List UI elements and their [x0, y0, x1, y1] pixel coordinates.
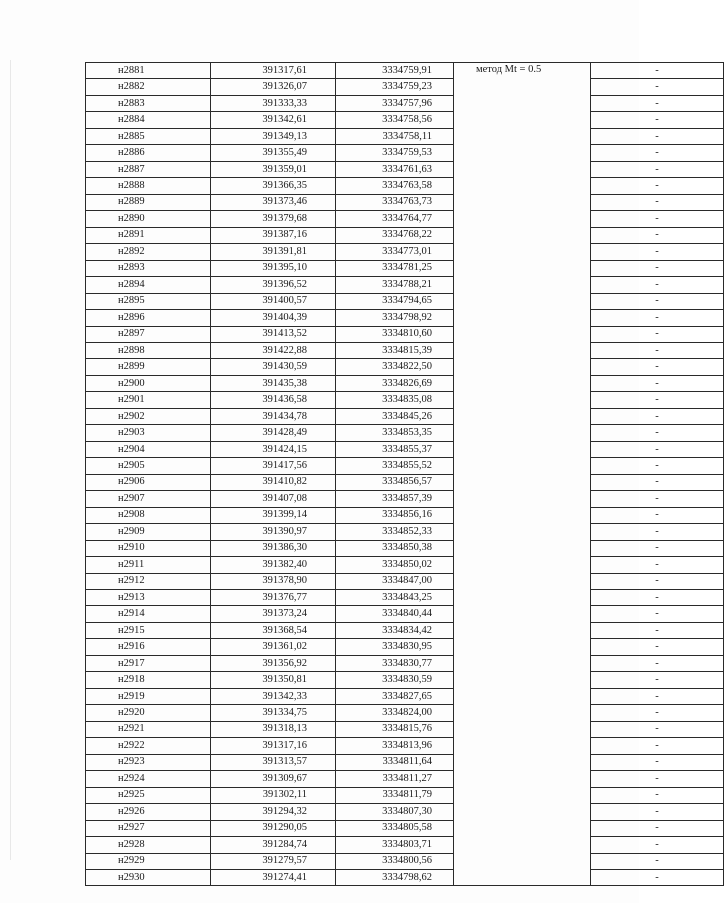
table-row: [86, 260, 724, 276]
table-row: [86, 622, 724, 638]
y-coordinate-cell: 3334761,63: [336, 161, 454, 177]
y-coordinate-cell: 3334763,58: [336, 178, 454, 194]
x-coordinate-cell: 391390,97: [211, 524, 336, 540]
table-row: [86, 837, 724, 853]
point-name-cell: н2898: [86, 342, 211, 358]
y-coordinate-cell: 3334763,73: [336, 194, 454, 210]
dash-cell: -: [591, 342, 724, 358]
dash-cell: -: [591, 95, 724, 111]
table-row: [86, 524, 724, 540]
table-row: [86, 194, 724, 210]
table-row: [86, 293, 724, 309]
x-coordinate-cell: 391350,81: [211, 672, 336, 688]
point-name-cell: н2900: [86, 375, 211, 391]
point-name-cell: н2916: [86, 639, 211, 655]
point-name-cell: н2928: [86, 837, 211, 853]
x-coordinate-cell: 391373,24: [211, 606, 336, 622]
y-coordinate-cell: 3334758,56: [336, 112, 454, 128]
x-coordinate-cell: 391417,56: [211, 458, 336, 474]
dash-cell: -: [591, 375, 724, 391]
x-coordinate-cell: 391410,82: [211, 474, 336, 490]
point-name-cell: н2895: [86, 293, 211, 309]
point-name-cell: н2884: [86, 112, 211, 128]
y-coordinate-cell: 3334852,33: [336, 524, 454, 540]
point-name-cell: н2896: [86, 310, 211, 326]
x-coordinate-cell: 391302,11: [211, 787, 336, 803]
x-coordinate-cell: 391279,57: [211, 853, 336, 869]
dash-cell: -: [591, 145, 724, 161]
dash-cell: -: [591, 408, 724, 424]
x-coordinate-cell: 391317,61: [211, 63, 336, 79]
point-name-cell: н2929: [86, 853, 211, 869]
x-coordinate-cell: 391395,10: [211, 260, 336, 276]
table-row: [86, 63, 724, 79]
point-name-cell: н2902: [86, 408, 211, 424]
y-coordinate-cell: 3334759,53: [336, 145, 454, 161]
table-row: [86, 277, 724, 293]
y-coordinate-cell: 3334798,62: [336, 869, 454, 885]
y-coordinate-cell: 3334768,22: [336, 227, 454, 243]
x-coordinate-cell: 391379,68: [211, 211, 336, 227]
point-name-cell: н2923: [86, 754, 211, 770]
y-coordinate-cell: 3334803,71: [336, 837, 454, 853]
point-name-cell: н2905: [86, 458, 211, 474]
x-coordinate-cell: 391387,16: [211, 227, 336, 243]
y-coordinate-cell: 3334830,59: [336, 672, 454, 688]
y-coordinate-cell: 3334759,23: [336, 79, 454, 95]
x-coordinate-cell: 391376,77: [211, 590, 336, 606]
table-row: [86, 342, 724, 358]
table-row: [86, 441, 724, 457]
point-name-cell: н2930: [86, 869, 211, 885]
point-name-cell: н2911: [86, 557, 211, 573]
table-row: [86, 79, 724, 95]
table-row: [86, 95, 724, 111]
x-coordinate-cell: 391396,52: [211, 277, 336, 293]
dash-cell: -: [591, 194, 724, 210]
dash-cell: -: [591, 425, 724, 441]
table-row: [86, 326, 724, 342]
y-coordinate-cell: 3334855,37: [336, 441, 454, 457]
x-coordinate-cell: 391294,32: [211, 804, 336, 820]
dash-cell: -: [591, 622, 724, 638]
y-coordinate-cell: 3334788,21: [336, 277, 454, 293]
table-row: [86, 606, 724, 622]
point-name-cell: н2919: [86, 688, 211, 704]
y-coordinate-cell: 3334850,02: [336, 557, 454, 573]
dash-cell: -: [591, 524, 724, 540]
dash-cell: -: [591, 573, 724, 589]
point-name-cell: н2897: [86, 326, 211, 342]
dash-cell: -: [591, 787, 724, 803]
table-row: [86, 804, 724, 820]
x-coordinate-cell: 391361,02: [211, 639, 336, 655]
table-row: [86, 721, 724, 737]
table-row: [86, 672, 724, 688]
dash-cell: -: [591, 244, 724, 260]
dash-cell: -: [591, 441, 724, 457]
y-coordinate-cell: 3334843,25: [336, 590, 454, 606]
coordinates-table: [85, 62, 724, 886]
point-name-cell: н2906: [86, 474, 211, 490]
y-coordinate-cell: 3334764,77: [336, 211, 454, 227]
point-name-cell: н2892: [86, 244, 211, 260]
y-coordinate-cell: 3334758,11: [336, 128, 454, 144]
table-row: [86, 869, 724, 885]
dash-cell: -: [591, 655, 724, 671]
y-coordinate-cell: 3334853,35: [336, 425, 454, 441]
point-name-cell: н2922: [86, 738, 211, 754]
x-coordinate-cell: 391435,38: [211, 375, 336, 391]
point-name-cell: н2915: [86, 622, 211, 638]
dash-cell: -: [591, 540, 724, 556]
point-name-cell: н2887: [86, 161, 211, 177]
point-name-cell: н2914: [86, 606, 211, 622]
point-name-cell: н2886: [86, 145, 211, 161]
x-coordinate-cell: 391334,75: [211, 705, 336, 721]
table-row: [86, 408, 724, 424]
point-name-cell: н2920: [86, 705, 211, 721]
dash-cell: -: [591, 491, 724, 507]
x-coordinate-cell: 391434,78: [211, 408, 336, 424]
point-name-cell: н2883: [86, 95, 211, 111]
y-coordinate-cell: 3334773,01: [336, 244, 454, 260]
y-coordinate-cell: 3334815,39: [336, 342, 454, 358]
point-name-cell: н2918: [86, 672, 211, 688]
table-row: [86, 771, 724, 787]
y-coordinate-cell: 3334811,79: [336, 787, 454, 803]
point-name-cell: н2882: [86, 79, 211, 95]
y-coordinate-cell: 3334845,26: [336, 408, 454, 424]
dash-cell: -: [591, 211, 724, 227]
table-row: [86, 820, 724, 836]
y-coordinate-cell: 3334857,39: [336, 491, 454, 507]
dash-cell: -: [591, 869, 724, 885]
table-row: [86, 639, 724, 655]
y-coordinate-cell: 3334830,95: [336, 639, 454, 655]
point-name-cell: н2893: [86, 260, 211, 276]
dash-cell: -: [591, 804, 724, 820]
y-coordinate-cell: 3334856,57: [336, 474, 454, 490]
y-coordinate-cell: 3334855,52: [336, 458, 454, 474]
dash-cell: -: [591, 326, 724, 342]
x-coordinate-cell: 391349,13: [211, 128, 336, 144]
table-row: [86, 128, 724, 144]
x-coordinate-cell: 391368,54: [211, 622, 336, 638]
dash-cell: -: [591, 837, 724, 853]
table-row: [86, 738, 724, 754]
table-row: [86, 688, 724, 704]
dash-cell: -: [591, 392, 724, 408]
x-coordinate-cell: 391422,88: [211, 342, 336, 358]
y-coordinate-cell: 3334830,77: [336, 655, 454, 671]
y-coordinate-cell: 3334813,96: [336, 738, 454, 754]
point-name-cell: н2901: [86, 392, 211, 408]
point-name-cell: н2881: [86, 63, 211, 79]
y-coordinate-cell: 3334840,44: [336, 606, 454, 622]
point-name-cell: н2913: [86, 590, 211, 606]
x-coordinate-cell: 391391,81: [211, 244, 336, 260]
point-name-cell: н2889: [86, 194, 211, 210]
table-row: [86, 392, 724, 408]
dash-cell: -: [591, 277, 724, 293]
dash-cell: -: [591, 310, 724, 326]
table-row: [86, 590, 724, 606]
x-coordinate-cell: 391313,57: [211, 754, 336, 770]
y-coordinate-cell: 3334810,60: [336, 326, 454, 342]
table-row: [86, 491, 724, 507]
point-name-cell: н2904: [86, 441, 211, 457]
table-row: [86, 458, 724, 474]
table-row: [86, 573, 724, 589]
dash-cell: -: [591, 161, 724, 177]
dash-cell: -: [591, 112, 724, 128]
dash-cell: -: [591, 474, 724, 490]
point-name-cell: н2909: [86, 524, 211, 540]
point-name-cell: н2925: [86, 787, 211, 803]
x-coordinate-cell: 391382,40: [211, 557, 336, 573]
table-row: [86, 375, 724, 391]
table-row: [86, 112, 724, 128]
y-coordinate-cell: 3334856,16: [336, 507, 454, 523]
dash-cell: -: [591, 128, 724, 144]
table-row: [86, 705, 724, 721]
point-name-cell: н2888: [86, 178, 211, 194]
point-name-cell: н2890: [86, 211, 211, 227]
x-coordinate-cell: 391290,05: [211, 820, 336, 836]
table-row: [86, 557, 724, 573]
x-coordinate-cell: 391399,14: [211, 507, 336, 523]
table-row: [86, 540, 724, 556]
y-coordinate-cell: 3334811,27: [336, 771, 454, 787]
dash-cell: -: [591, 63, 724, 79]
x-coordinate-cell: 391342,61: [211, 112, 336, 128]
table-row: [86, 853, 724, 869]
dash-cell: -: [591, 853, 724, 869]
table-row: [86, 178, 724, 194]
x-coordinate-cell: 391284,74: [211, 837, 336, 853]
dash-cell: -: [591, 507, 724, 523]
dash-cell: -: [591, 688, 724, 704]
y-coordinate-cell: 3334850,38: [336, 540, 454, 556]
x-coordinate-cell: 391274,41: [211, 869, 336, 885]
x-coordinate-cell: 391378,90: [211, 573, 336, 589]
dash-cell: -: [591, 458, 724, 474]
point-name-cell: н2917: [86, 655, 211, 671]
point-name-cell: н2891: [86, 227, 211, 243]
y-coordinate-cell: 3334757,96: [336, 95, 454, 111]
x-coordinate-cell: 391366,35: [211, 178, 336, 194]
table-row: [86, 359, 724, 375]
point-name-cell: н2908: [86, 507, 211, 523]
dash-cell: -: [591, 721, 724, 737]
point-name-cell: н2894: [86, 277, 211, 293]
x-coordinate-cell: 391386,30: [211, 540, 336, 556]
table-row: [86, 507, 724, 523]
dash-cell: -: [591, 359, 724, 375]
scan-edge-line: [10, 60, 11, 860]
x-coordinate-cell: 391359,01: [211, 161, 336, 177]
dash-cell: -: [591, 293, 724, 309]
table-row: [86, 211, 724, 227]
x-coordinate-cell: 391309,67: [211, 771, 336, 787]
point-name-cell: н2907: [86, 491, 211, 507]
table-row: [86, 655, 724, 671]
x-coordinate-cell: 391355,49: [211, 145, 336, 161]
table-row: [86, 425, 724, 441]
y-coordinate-cell: 3334826,69: [336, 375, 454, 391]
dash-cell: -: [591, 227, 724, 243]
dash-cell: -: [591, 260, 724, 276]
table-row: [86, 227, 724, 243]
y-coordinate-cell: 3334794,65: [336, 293, 454, 309]
y-coordinate-cell: 3334824,00: [336, 705, 454, 721]
x-coordinate-cell: 391317,16: [211, 738, 336, 754]
y-coordinate-cell: 3334811,64: [336, 754, 454, 770]
point-name-cell: н2924: [86, 771, 211, 787]
table-row: [86, 474, 724, 490]
y-coordinate-cell: 3334800,56: [336, 853, 454, 869]
x-coordinate-cell: 391400,57: [211, 293, 336, 309]
dash-cell: -: [591, 771, 724, 787]
point-name-cell: н2910: [86, 540, 211, 556]
x-coordinate-cell: 391436,58: [211, 392, 336, 408]
x-coordinate-cell: 391326,07: [211, 79, 336, 95]
point-name-cell: н2885: [86, 128, 211, 144]
point-name-cell: н2912: [86, 573, 211, 589]
table-row: [86, 787, 724, 803]
x-coordinate-cell: 391373,46: [211, 194, 336, 210]
y-coordinate-cell: 3334834,42: [336, 622, 454, 638]
table-row: [86, 145, 724, 161]
point-name-cell: н2899: [86, 359, 211, 375]
dash-cell: -: [591, 590, 724, 606]
dash-cell: -: [591, 79, 724, 95]
x-coordinate-cell: 391407,08: [211, 491, 336, 507]
coordinates-table-body: [86, 63, 724, 886]
y-coordinate-cell: 3334807,30: [336, 804, 454, 820]
y-coordinate-cell: 3334781,25: [336, 260, 454, 276]
x-coordinate-cell: 391428,49: [211, 425, 336, 441]
x-coordinate-cell: 391413,52: [211, 326, 336, 342]
x-coordinate-cell: 391430,59: [211, 359, 336, 375]
point-name-cell: н2926: [86, 804, 211, 820]
dash-cell: -: [591, 705, 724, 721]
dash-cell: -: [591, 672, 724, 688]
y-coordinate-cell: 3334798,92: [336, 310, 454, 326]
x-coordinate-cell: 391342,33: [211, 688, 336, 704]
y-coordinate-cell: 3334815,76: [336, 721, 454, 737]
x-coordinate-cell: 391356,92: [211, 655, 336, 671]
y-coordinate-cell: 3334805,58: [336, 820, 454, 836]
y-coordinate-cell: 3334835,08: [336, 392, 454, 408]
table-row: [86, 161, 724, 177]
dash-cell: -: [591, 754, 724, 770]
x-coordinate-cell: 391318,13: [211, 721, 336, 737]
dash-cell: -: [591, 820, 724, 836]
table-row: [86, 754, 724, 770]
point-name-cell: н2921: [86, 721, 211, 737]
y-coordinate-cell: 3334827,65: [336, 688, 454, 704]
point-name-cell: н2903: [86, 425, 211, 441]
x-coordinate-cell: 391333,33: [211, 95, 336, 111]
y-coordinate-cell: 3334759,91: [336, 63, 454, 79]
x-coordinate-cell: 391424,15: [211, 441, 336, 457]
y-coordinate-cell: 3334847,00: [336, 573, 454, 589]
dash-cell: -: [591, 738, 724, 754]
x-coordinate-cell: 391404,39: [211, 310, 336, 326]
point-name-cell: н2927: [86, 820, 211, 836]
dash-cell: -: [591, 178, 724, 194]
dash-cell: -: [591, 557, 724, 573]
method-note-cell: метод Mt = 0.5: [454, 63, 591, 886]
dash-cell: -: [591, 639, 724, 655]
dash-cell: -: [591, 606, 724, 622]
y-coordinate-cell: 3334822,50: [336, 359, 454, 375]
table-row: [86, 244, 724, 260]
table-row: [86, 310, 724, 326]
